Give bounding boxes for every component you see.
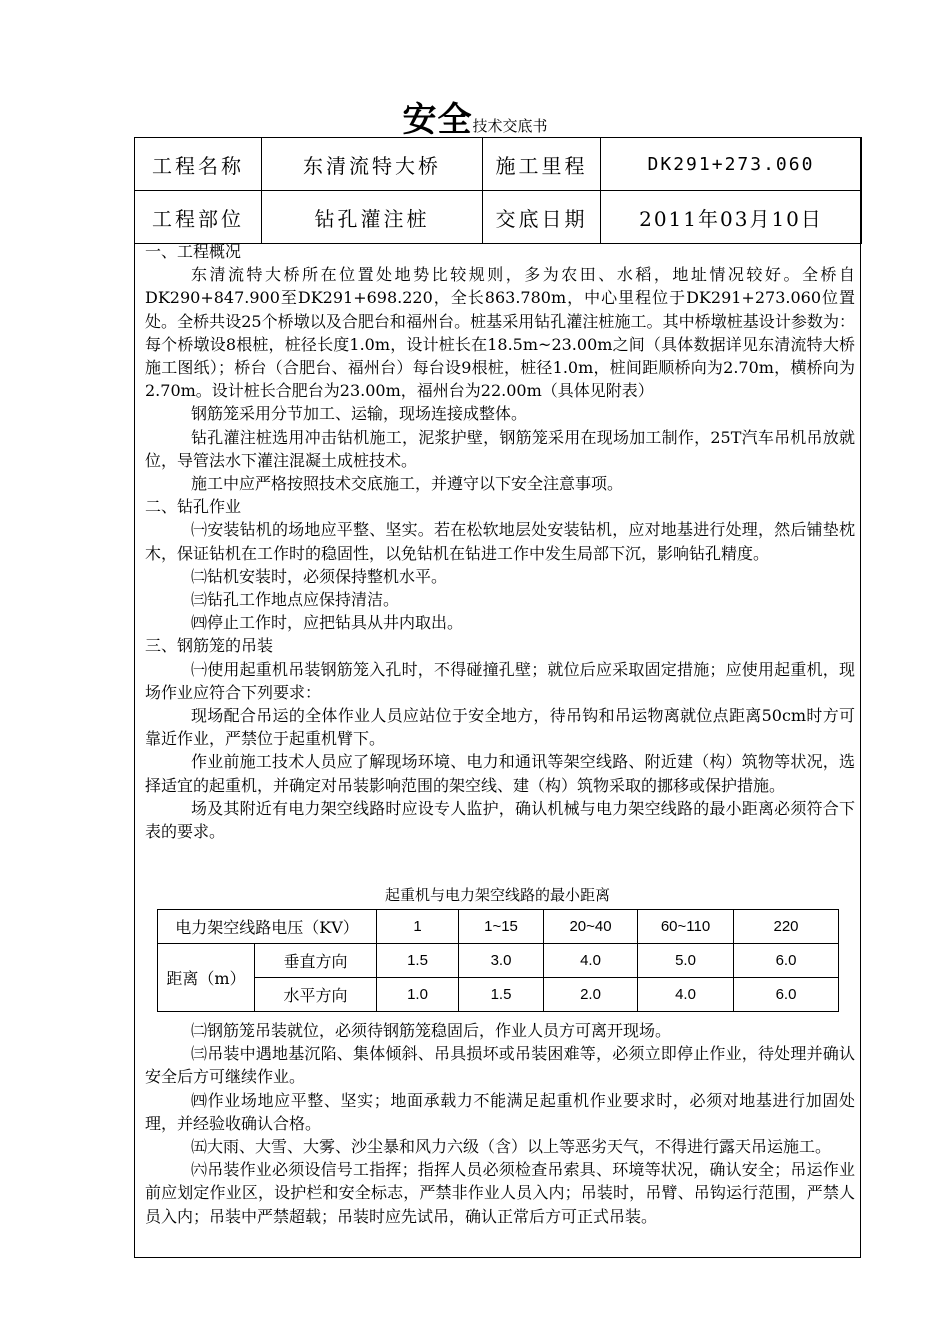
header-table [134,137,862,244]
vertical-cell: 1.5 [377,944,459,978]
section3-paragraph-3: 作业前施工技术人员应了解现场环境、电力和通讯等架空线路、附近建（构）筑物等状况，选择适宜的起重机，并确定对吊装影响范围的架空线、建（构）筑物采取的挪移或保护措施。 [145,752,855,795]
section1-paragraph-2: 钢筋笼采用分节加工、运输，现场连接成整体。 [191,404,528,424]
date-label: 交底日期 [483,191,601,244]
section2-item: ㈣停止工作时，应把钻具从井内取出。 [191,613,464,633]
section3-paragraph-2: 现场配合吊运的全体作业人员应站位于安全地方，待吊钩和吊运物离就位点距离50cm时方可靠近作业，严禁位于起重机臂下。 [145,706,855,749]
horizontal-cell: 1.0 [377,978,459,1012]
mileage-label: 施工里程 [483,138,601,191]
voltage-cell: 20~40 [544,910,638,944]
voltage-cell: 1 [377,910,459,944]
voltage-cell: 1~15 [459,910,544,944]
horizontal-label: 水平方向 [255,978,377,1012]
distance-label: 距离（m） [158,944,255,1012]
section3-heading: 三、钢筋笼的吊装 [145,636,274,656]
project-name-value: 东清流特大桥 [262,138,483,191]
section3-paragraph-4: 场及其附近有电力架空线路时应设专人监护，确认机械与电力架空线路的最小距离必须符合下表的要求。 [145,798,855,842]
header-row-2 [135,191,862,244]
horizontal-cell: 1.5 [459,978,544,1012]
vertical-cell: 4.0 [544,944,638,978]
title-main: 安全 [402,100,473,140]
section3-item: ㈤大雨、大雪、大雾、沙尘暴和风力六级（含）以上等恶劣天气，不得进行露天吊运施工。 [191,1137,832,1157]
vertical-cell: 3.0 [459,944,544,978]
voltage-row [158,910,839,944]
section3-item: ㈢吊装中遇地基沉陷、集体倾斜、吊具损坏或吊装困难等，必须立即停止作业，待处理并确认安全后方可继续作业。 [145,1044,855,1087]
section1-paragraph-1: 东清流特大桥所在位置处地势比较规则，多为农田、水稻，地址情况较好。全桥自DK290+847.900至DK291+698.220，全长863.780m，中心里程位于DK291+273.060位置处。全桥共设25个桥墩以及合肥台和福州台。桩基采用钻孔灌注桩施工。其中桥墩桩基设计参数为：每个桥墩设8根桩，桩径长度1.0m，设计桩长在18.5m~23.00m之间（具体数据详见东清流特大桥施工图纸）；桥台（合肥台、福州台）每台设9根桩，桩径1.0m，桩间距顺桥向为2.70m，横桥向为2.70m。设计桩长合肥台为23.00m，福州台为22.00m（具体见附表） [145,265,855,401]
content-upper [145,240,855,843]
content-lower [145,1019,855,1228]
part-value: 钻孔灌注桩 [262,191,483,244]
section2-item: ㈡钻机安装时，必须保持整机水平。 [191,566,448,586]
vertical-cell: 6.0 [734,944,839,978]
project-name-label: 工程名称 [135,138,262,191]
section1-paragraph-3: 钻孔灌注桩选用冲击钻机施工，泥浆护壁，钢筋笼采用在现场加工制作，25T汽车吊机吊放就位，导管法水下灌注混凝土成桩技术。 [145,427,855,470]
section1-paragraph-4: 施工中应严格按照技术交底施工，并遵守以下安全注意事项。 [191,474,624,494]
title-sub: 技术交底书 [472,117,548,135]
horizontal-row [158,978,839,1012]
table-caption: 起重机与电力架空线路的最小距离 [384,886,610,904]
horizontal-cell: 4.0 [638,978,734,1012]
voltage-cell: 220 [734,910,839,944]
section3-paragraph-1: ㈠使用起重机吊装钢筋笼入孔时，不得碰撞孔壁；就位后应采取固定措施；应使用起重机，现场作业应符合下列要求： [145,659,855,702]
horizontal-cell: 2.0 [544,978,638,1012]
mileage-value: DK291+273.060 [601,138,862,191]
horizontal-cell: 6.0 [734,978,839,1012]
section3-item: ㈡钢筋笼吊装就位，必须待钢筋笼稳固后，作业人员方可离开现场。 [191,1021,672,1040]
header-row-1 [135,138,862,191]
document-title [0,92,950,141]
section3-item: ㈥吊装作业必须设信号工指挥；指挥人员必须检查吊索具、环境等状况，确认安全；吊运作业前应划定作业区，设护栏和安全标志，严禁非作业人员入内；吊装时，吊臂、吊钩运行范围，严禁人员入内；吊装中严禁超载；吊装时应先试吊，确认正常后方可正式吊装。 [145,1160,855,1226]
section1-heading: 一、工程概况 [145,242,242,261]
voltage-cell: 60~110 [638,910,734,944]
section2-item: ㈢钻孔工作地点应保持清洁。 [191,590,400,610]
vertical-cell: 5.0 [638,944,734,978]
vertical-label: 垂直方向 [255,944,377,978]
vertical-row [158,944,839,978]
section2-heading: 二、钻孔作业 [145,497,242,517]
part-label: 工程部位 [135,191,262,244]
section3-item: ㈣作业场地应平整、坚实；地面承载力不能满足起重机作业要求时，必须对地基进行加固处理，并经验收确认合格。 [145,1090,855,1133]
section2-item: ㈠安装钻机的场地应平整、坚实。若在松软地层处安装钻机，应对地基进行处理，然后铺垫枕木，保证钻机在工作时的稳固性，以免钻机在钻进工作中发生局部下沉，影响钻孔精度。 [145,520,855,563]
date-value: 2011年03月10日 [601,191,862,244]
distance-table [157,909,839,1012]
voltage-label: 电力架空线路电压（KV） [158,910,377,944]
